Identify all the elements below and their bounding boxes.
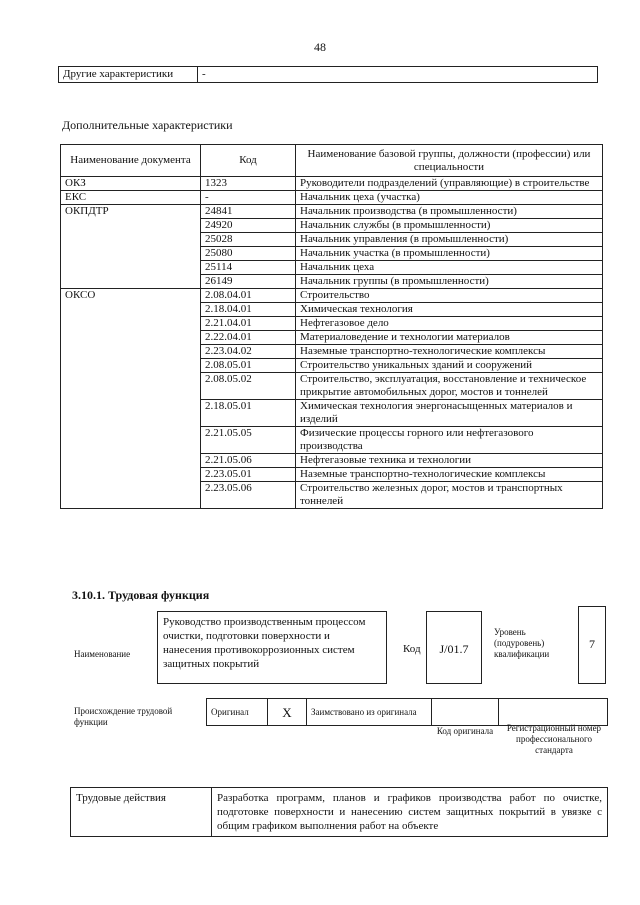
document-name-cell: ОКСО: [61, 289, 201, 509]
group-name-cell: Химическая технология энергонасыщенных материалов и изделий: [296, 400, 603, 427]
code-cell: 26149: [201, 275, 296, 289]
other-characteristics-value: -: [198, 67, 598, 83]
header-group-name: Наименование базовой группы, должности (профессии) или специальности: [296, 145, 603, 177]
document-name-cell: ОКЗ: [61, 177, 201, 191]
group-name-cell: Физические процессы горного или нефтегазового производства: [296, 427, 603, 454]
code-cell: 25080: [201, 247, 296, 261]
code-cell: 2.08.05.01: [201, 359, 296, 373]
labor-actions-label: Трудовые действия: [71, 788, 212, 837]
group-name-cell: Начальник цеха (участка): [296, 191, 603, 205]
table-row: [61, 205, 603, 219]
tf-level-value: 7: [578, 606, 606, 684]
group-name-cell: Нефтегазовые техника и технологии: [296, 454, 603, 468]
section-title: 3.10.1. Трудовая функция: [72, 588, 210, 602]
group-name-cell: Начальник управления (в промышленности): [296, 233, 603, 247]
code-cell: 2.18.05.01: [201, 400, 296, 427]
group-name-cell: Наземные транспортно-технологические комплексы: [296, 468, 603, 482]
group-name-cell: Начальник цеха: [296, 261, 603, 275]
labor-actions-table: [70, 787, 608, 837]
tf-code-value: J/01.7: [426, 611, 482, 684]
origin-original-label: Оригинал: [207, 699, 268, 726]
group-name-cell: Материаловедение и технологии материалов: [296, 331, 603, 345]
code-cell: 24920: [201, 219, 296, 233]
code-cell: 2.22.04.01: [201, 331, 296, 345]
additional-characteristics-table: [60, 144, 603, 509]
document-name-cell: ОКПДТР: [61, 205, 201, 289]
group-name-cell: Наземные транспортно-технологические комплексы: [296, 345, 603, 359]
group-name-cell: Нефтегазовое дело: [296, 317, 603, 331]
code-cell: 2.23.04.02: [201, 345, 296, 359]
code-cell: 2.08.04.01: [201, 289, 296, 303]
table-row: [61, 177, 603, 191]
group-name-cell: Строительство железных дорог, мостов и транспортных тоннелей: [296, 482, 603, 509]
header-document: Наименование документа: [61, 145, 201, 177]
table-row: [61, 289, 603, 303]
group-name-cell: Строительство: [296, 289, 603, 303]
origin-label: Происхождение трудовой функции: [74, 706, 173, 727]
group-name-cell: Строительство уникальных зданий и сооружений: [296, 359, 603, 373]
tf-name-label: Наименование: [74, 649, 131, 659]
code-cell: -: [201, 191, 296, 205]
code-cell: 2.21.05.06: [201, 454, 296, 468]
other-characteristics-table: [58, 66, 598, 83]
code-cell: 2.23.05.06: [201, 482, 296, 509]
group-name-cell: Химическая технология: [296, 303, 603, 317]
origin-reg-cell: [499, 699, 608, 726]
code-cell: 2.08.05.02: [201, 373, 296, 400]
code-cell: 2.18.04.01: [201, 303, 296, 317]
origin-code-cell: [432, 699, 499, 726]
tf-level-label: Уровень (подуровень) квалификации: [494, 627, 550, 659]
origin-code-caption: Код оригинала: [436, 726, 494, 736]
tf-code-label: Код: [403, 643, 421, 655]
group-name-cell: Начальник производства (в промышленности): [296, 205, 603, 219]
other-characteristics-label: Другие характеристики: [59, 67, 198, 83]
tf-name-value: Руководство производственным процессом очистки, подготовки поверхности и нанесения противокоррозионных систем защитных покрытий: [157, 611, 387, 684]
origin-borrowed-label: Заимствовано из оригинала: [307, 699, 432, 726]
origin-reg-caption: Регистрационный номер профессионального стандарта: [506, 723, 602, 755]
header-code: Код: [201, 145, 296, 177]
code-cell: 1323: [201, 177, 296, 191]
origin-mark: X: [268, 699, 307, 726]
code-cell: 25114: [201, 261, 296, 275]
group-name-cell: Начальник службы (в промышленности): [296, 219, 603, 233]
code-cell: 25028: [201, 233, 296, 247]
code-cell: 24841: [201, 205, 296, 219]
group-name-cell: Строительство, эксплуатация, восстановление и техническое прикрытие автомобильных дорог, мостов и тоннелей: [296, 373, 603, 400]
labor-actions-text: Разработка программ, планов и графиков производства работ по очистке, подготовке поверхности и нанесению систем защитных покрытий в увязке с общим графиком выполнения работ на объекте: [212, 788, 608, 837]
code-cell: 2.21.04.01: [201, 317, 296, 331]
document-name-cell: ЕКС: [61, 191, 201, 205]
group-name-cell: Руководители подразделений (управляющие) в строительстве: [296, 177, 603, 191]
table-row: [61, 191, 603, 205]
code-cell: 2.21.05.05: [201, 427, 296, 454]
page-number: 48: [314, 40, 326, 54]
code-cell: 2.23.05.01: [201, 468, 296, 482]
group-name-cell: Начальник участка (в промышленности): [296, 247, 603, 261]
origin-table: [206, 698, 608, 726]
additional-characteristics-title: Дополнительные характеристики: [62, 118, 233, 132]
group-name-cell: Начальник группы (в промышленности): [296, 275, 603, 289]
